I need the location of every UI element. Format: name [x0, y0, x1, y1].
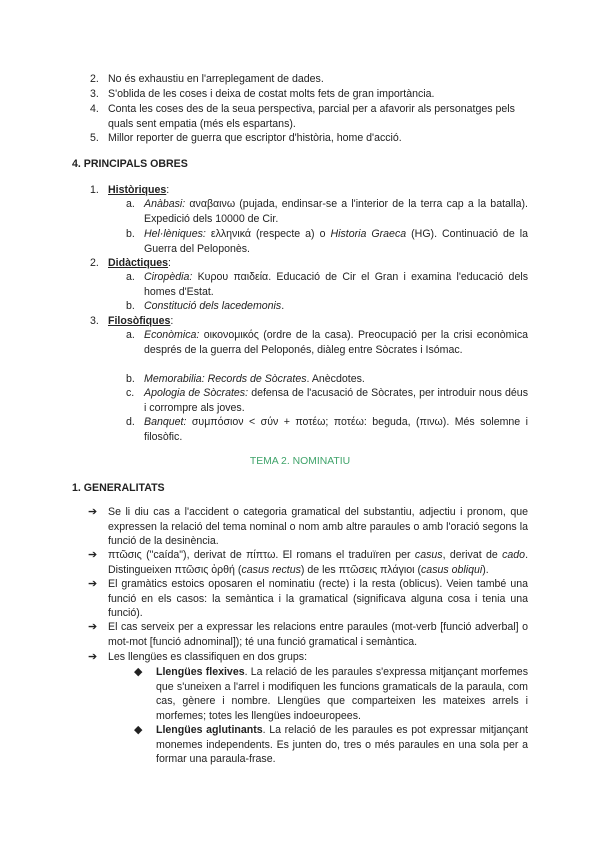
list-item: Constitució dels lacedemonis.: [144, 300, 285, 312]
item-letter: a.: [126, 271, 135, 283]
list-number: 2.: [90, 73, 99, 85]
bullet-text: Les llengües es classifiquen en dos grups:: [108, 651, 308, 663]
list-item: Ciropèdia: Κυρου παιδεία. Educació de Cir el Gran i examina l'educació dels homes d'Estat.: [144, 271, 528, 298]
item-letter: b.: [126, 228, 135, 240]
list-item: Millor reporter de guerra que escriptor d'història, home d'acció.: [108, 132, 402, 144]
bullet-text: El gramàtics estoics oposaren el nominatiu (recte) i la resta (oblicus). Veien també una funció en els casos: la semàntica i la gramatical (significava alguna cosa i tenia una funció).: [108, 578, 528, 620]
sub-bullet-text: Llengües flexives. La relació de les paraules s'expressa mitjançant morfemes que s'uneixen a l'arrel i modifiquen les funcions gramaticals de la paraula, com cas, gènere i nombre. Llengües que comparteixen les mateixes arrels i morfemes; totes les llengües indoeuropees.: [156, 666, 528, 722]
item-letter: a.: [126, 198, 135, 210]
list-item: Anàbasi: αναβαινω (pujada, endinsar-se a l'interior de la terra cap a la batalla). Expedició dels 10000 de Cir.: [144, 198, 528, 225]
diamond-icon: ◆: [134, 666, 143, 678]
list-item: Apologia de Sòcrates: defensa de l'acusació de Sòcrates, per introduir nous déus i corrompre als joves.: [144, 387, 528, 414]
arrow-icon: ➔: [88, 506, 98, 518]
bullet-text: El cas serveix per a expressar les relacions entre paraules (mot-verb [funció adverbal] o mot-mot [funció adnominal]); té una funció gramatical i semàntica.: [108, 621, 528, 648]
group-label: Didàctiques:: [108, 257, 171, 269]
bullet-text: Se li diu cas a l'accident o categoria gramatical del substantiu, adjectiu i pronom, que expressen la relació del tema nominal o nom amb altre paraules o amb l'oració segons la funció de la desinència.: [108, 506, 528, 548]
list-number: 5.: [90, 132, 99, 144]
bullet-text: πτῶσις ("caída"), derivat de πίπτω. El romans el traduïren per casus, derivat de cado. Distingueixen πτῶσις ὀρθή (casus rectus) de les πτῶσεις πλάγιοι (casus obliqui).: [108, 549, 529, 576]
group-number: 1.: [90, 184, 99, 196]
list-number: 4.: [90, 103, 99, 115]
list-item: Memorabilia: Records de Sòcrates. Anècdotes.: [144, 373, 365, 385]
group-number: 3.: [90, 315, 99, 327]
item-letter: b.: [126, 373, 135, 385]
list-item: S'oblida de les coses i deixa de costat molts fets de gran importància.: [108, 88, 435, 100]
item-letter: b.: [126, 300, 135, 312]
list-item: Econòmica: οικονομικός (ordre de la casa). Preocupació per la crisi econòmica després de la guerra del Peloponés, diàleg entre Sòcrates i Isómac.: [144, 329, 529, 356]
group-label: Filosòfiques:: [108, 315, 174, 327]
list-item: No és exhaustiu en l'arreplegament de dades.: [108, 73, 324, 85]
chapter-title: TEMA 2. NOMINATIU: [249, 456, 351, 467]
group-number: 2.: [90, 257, 99, 269]
section-heading: 1. GENERALITATS: [72, 482, 165, 494]
sub-bullet-text: Llengües aglutinants. La relació de les paraules es pot expressar mitjançant monemes independents. Es junten do, tres o més paraules en una sola per a formar una paraula-frase.: [156, 724, 528, 766]
arrow-icon: ➔: [88, 621, 98, 633]
group-label: Històriques:: [108, 184, 170, 196]
arrow-icon: ➔: [88, 651, 98, 663]
list-item: Banquet: συμπόσιον < σύν + ποτέω; ποτέω: beguda, (πινω). Més solemne i filosòfic.: [144, 416, 528, 443]
arrow-icon: ➔: [88, 578, 98, 590]
item-letter: d.: [126, 416, 135, 428]
section-heading: 4. PRINCIPALS OBRES: [72, 158, 188, 170]
list-item: Hel·lèniques: ελληνικά (respecte a) o Historia Graeca (HG). Continuació de la Guerra del Peloponès.: [144, 228, 529, 255]
diamond-icon: ◆: [134, 724, 143, 736]
item-letter: c.: [126, 387, 135, 399]
item-letter: a.: [126, 329, 135, 341]
arrow-icon: ➔: [88, 549, 98, 561]
list-item: Conta les coses des de la seua perspectiva, parcial per a afavorir als personatges pels quals sent empatia (més els espartans).: [108, 103, 515, 130]
list-number: 3.: [90, 88, 99, 100]
